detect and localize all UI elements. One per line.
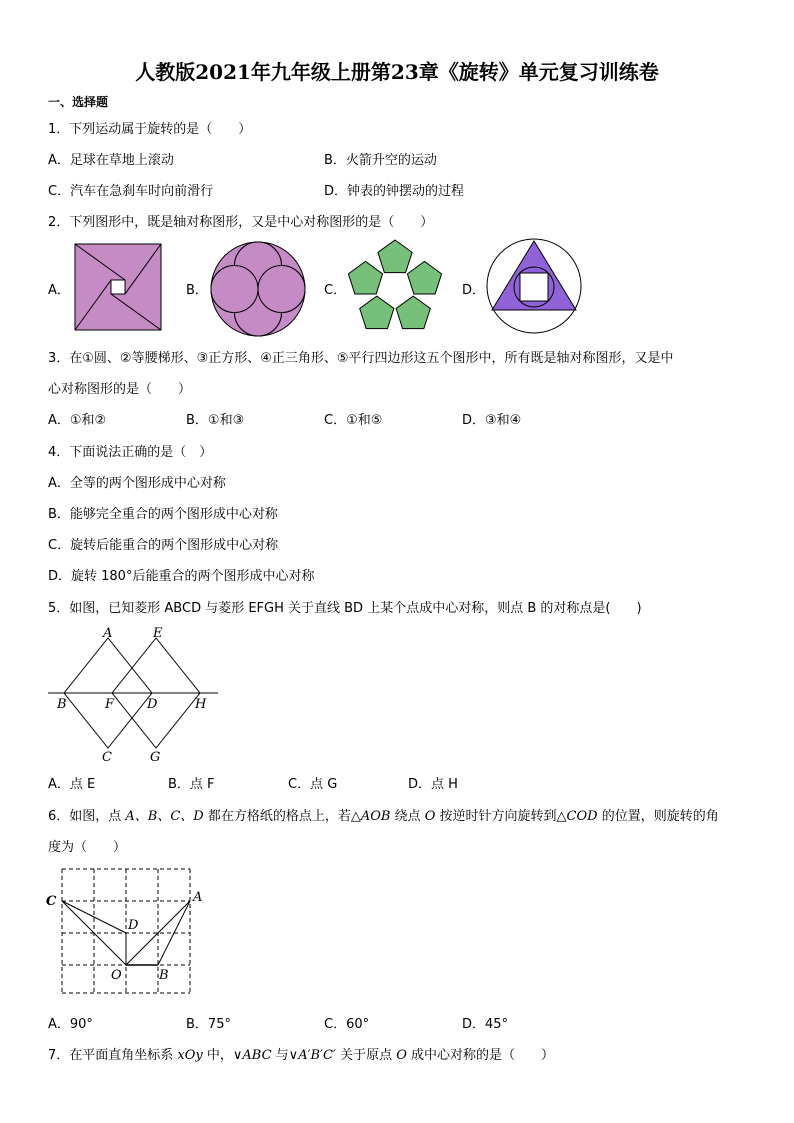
question-3-option-d: D．③和④: [462, 413, 522, 428]
question-4-option-b: B．能够完全重合的两个图形成中心对称: [48, 507, 278, 522]
label-b: B: [159, 968, 169, 983]
label-h: H: [195, 697, 207, 712]
q6-triangle-cod: COD: [566, 809, 598, 824]
label-f: F: [105, 697, 115, 712]
question-1-option-a: A．足球在草地上滚动: [48, 153, 174, 168]
question-4-option-d: D．旋转 180°后能重合的两个图形成中心对称: [48, 569, 315, 584]
question-1-option-b: B．火箭升空的运动: [324, 153, 437, 168]
question-5-option-b: B．点 F: [168, 777, 215, 792]
q7-text: 关于原点: [335, 1048, 397, 1063]
pinwheel-square-figure: [74, 243, 162, 331]
question-3-option-c: C．①和⑤: [324, 413, 383, 428]
q6-text: 都在方格纸的格点上，若△: [207, 809, 361, 824]
dashed-grid: [62, 869, 190, 993]
label-o: O: [111, 968, 122, 983]
q7-point-o: O: [396, 1048, 407, 1063]
label-g: G: [150, 750, 161, 765]
question-5-option-a: A．点 E: [48, 777, 96, 792]
question-6-stem-line-1: [48, 805, 719, 824]
label-e: E: [153, 626, 163, 641]
q7-abc-prime: A′B′C′: [298, 1048, 336, 1063]
circle-triangle-square-figure: [485, 237, 583, 335]
q6-text: 绕点: [390, 809, 425, 824]
question-5-option-d: D．点 H: [408, 777, 458, 792]
green-pentagon: [407, 261, 441, 294]
question-1-option-d: D．钟表的钟摆动的过程: [324, 184, 465, 199]
green-pentagon: [360, 296, 394, 329]
question-1-option-c: C．汽车在急刹车时向前滑行: [48, 184, 214, 199]
q6-text: 的位置，则旋转的角: [597, 809, 719, 824]
green-pentagon: [348, 261, 382, 294]
question-6-option-a: A．90°: [48, 1017, 93, 1032]
q7-abc: ABC: [242, 1048, 272, 1063]
question-2-option-b: B．: [186, 283, 208, 298]
petal: [258, 266, 305, 313]
circle-petals-figure: [209, 240, 307, 338]
q7-text: 成中心对称的是（ ）: [406, 1048, 555, 1063]
question-7-stem: [48, 1044, 554, 1063]
rhombus-diagram: [46, 625, 226, 765]
q7-text: 与∨: [271, 1048, 299, 1063]
question-4-stem: 4．下面说法正确的是（ ）: [48, 445, 213, 460]
question-6-option-d: D．45°: [462, 1017, 509, 1032]
question-1-stem: 1．下列运动属于旋转的是（ ）: [48, 122, 252, 137]
label-b: B: [57, 697, 67, 712]
q6-points: A、B、C、D: [121, 809, 208, 824]
label-a: A: [103, 626, 113, 641]
question-5-stem: 5．如图，已知菱形 ABCD 与菱形 EFGH 关于直线 BD 上某个点成中心对称，则点 B 的对称点是( ): [48, 601, 642, 616]
q6-text: 6．如图，点: [48, 809, 122, 824]
label-a: A: [193, 890, 203, 905]
question-4-option-c: C．旋转后能重合的两个图形成中心对称: [48, 538, 279, 553]
label-d: D: [147, 697, 158, 712]
question-2-stem: 2．下列图形中，既是轴对称图形，又是中心对称图形的是（ ）: [48, 215, 434, 230]
question-3-option-b: B．①和③: [186, 413, 245, 428]
question-5-option-c: C．点 G: [288, 777, 338, 792]
question-4-option-a: A．全等的两个图形成中心对称: [48, 476, 226, 491]
five-pentagons-figure: [345, 239, 445, 335]
inner-square: [520, 273, 548, 301]
label-c: C: [46, 894, 57, 909]
page-title: 人教版2021年九年级上册第23章《旋转》单元复习训练卷: [135, 60, 659, 84]
label-c: C: [102, 750, 112, 765]
q7-text: 中，∨: [202, 1048, 243, 1063]
question-6-stem-line-2: 度为（ ）: [48, 840, 127, 855]
green-pentagon: [396, 296, 430, 329]
pinwheel-center-square: [111, 280, 125, 294]
question-3-stem-line-2: 心对称图形的是（ ）: [48, 382, 192, 397]
section-heading: 一、选择题: [48, 95, 109, 109]
question-3-option-a: A．①和②: [48, 413, 107, 428]
grid-rotation-diagram: [44, 865, 214, 997]
label-d: D: [128, 918, 139, 933]
question-2-option-d: D．: [462, 283, 486, 298]
question-3-stem-line-1: 3．在①圆、②等腰梯形、③正方形、④正三角形、⑤平行四边形这五个图形中，所有既是轴对称图形，又是中: [48, 351, 674, 366]
q6-text: 按逆时针方向旋转到△: [435, 809, 567, 824]
question-6-option-c: C．60°: [324, 1017, 370, 1032]
question-2-option-a: A．: [48, 283, 70, 298]
petal: [211, 266, 258, 313]
question-6-option-b: B．75°: [186, 1017, 231, 1032]
q6-triangle-aob: AOB: [360, 809, 391, 824]
question-2-option-c: C．: [324, 283, 347, 298]
green-pentagon: [378, 240, 412, 273]
q7-xoy: xOy: [177, 1048, 203, 1063]
q6-point-o: O: [424, 809, 436, 824]
q7-text: 7．在平面直角坐标系: [48, 1048, 178, 1063]
